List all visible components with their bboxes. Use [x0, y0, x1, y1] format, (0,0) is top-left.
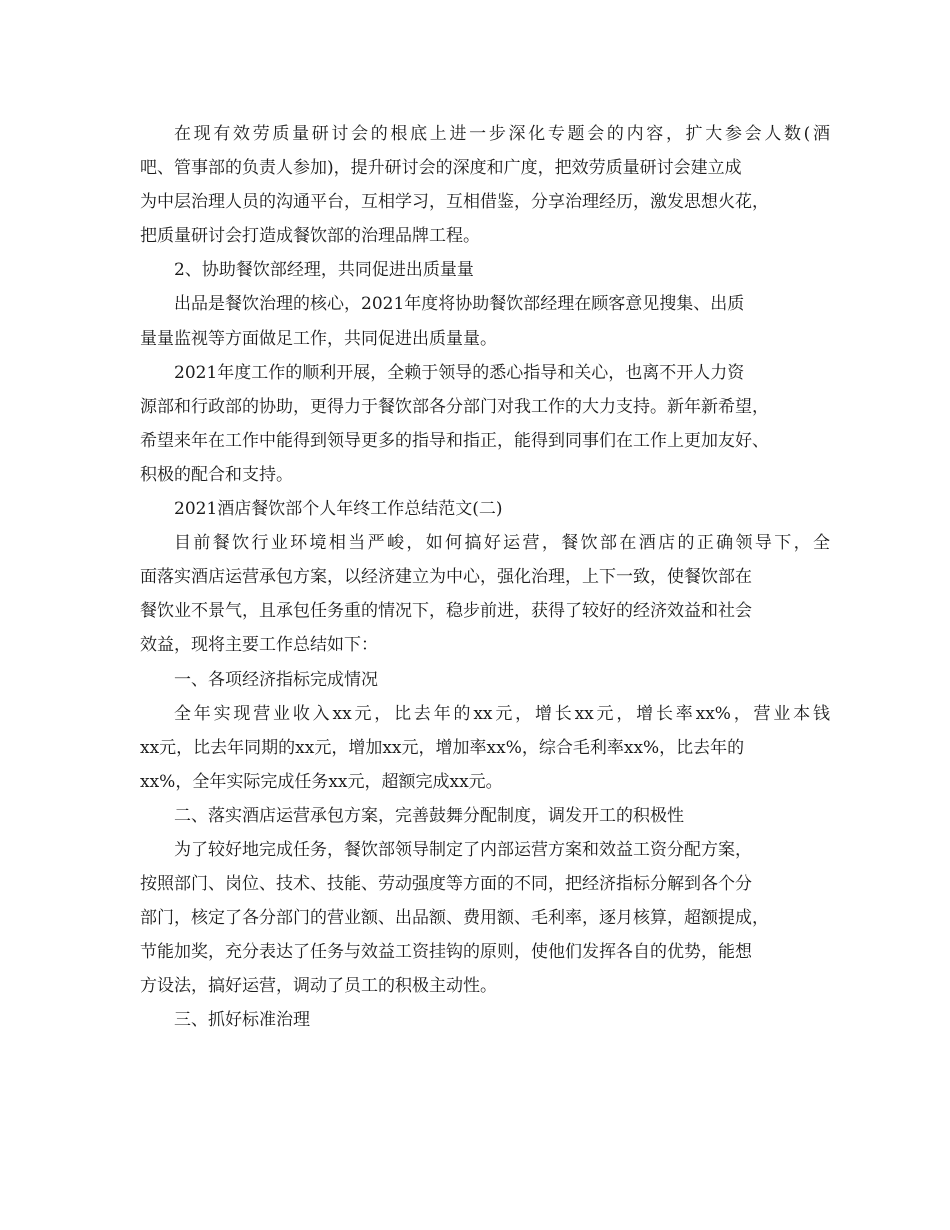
text-line: 2021酒店餐饮部个人年终工作总结范文(二) — [174, 499, 503, 520]
text-line: xx元，比去年同期的xx元，增加xx元，增加率xx%，综合毛利率xx%，比去年的 — [140, 737, 745, 758]
text-line: 目前餐饮行业环境相当严峻，如何搞好运营，餐饮部在酒店的正确领导下，全 — [174, 533, 830, 554]
text-line: 2、协助餐饮部经理，共同促进出质量量 — [174, 260, 474, 281]
text-line: 按照部门、岗位、技术、技能、劳动强度等方面的不同，把经济指标分解到各个分 — [140, 874, 752, 895]
text-line: 出品是餐饮治理的核心，2021年度将协助餐饮部经理在顾客意见搜集、出质 — [174, 294, 745, 315]
text-line: 面落实酒店运营承包方案，以经济建立为中心，强化治理，上下一致，使餐饮部在 — [140, 567, 752, 588]
text-line: 餐饮业不景气，且承包任务重的情况下，稳步前进，获得了较好的经济效益和社会 — [140, 601, 752, 622]
text-line: 部门，核定了各分部门的营业额、出品额、费用额、毛利率，逐月核算，超额提成， — [140, 908, 769, 929]
text-line: 积极的配合和支持。 — [140, 464, 293, 485]
text-line: 为了较好地完成任务，餐饮部领导制定了内部运营方案和效益工资分配方案， — [174, 839, 752, 860]
text-line: 源部和行政部的协助，更得力于餐饮部各分部门对我工作的大力支持。新年新希望， — [140, 396, 769, 417]
text-line: 2021年度工作的顺利开展，全赖于领导的悉心指导和关心，也离不开人力资 — [174, 362, 745, 383]
text-line: xx%，全年实际完成任务xx元，超额完成xx元。 — [140, 771, 503, 792]
text-line: 二、落实酒店运营承包方案，完善鼓舞分配制度，调发开工的积极性 — [174, 805, 684, 826]
text-line: 一、各项经济指标完成情况 — [174, 669, 378, 690]
text-line: 希望来年在工作中能得到领导更多的指导和指正，能得到同事们在工作上更加友好、 — [140, 430, 769, 451]
text-line: 三、抓好标准治理 — [174, 1010, 310, 1031]
text-line: 全年实现营业收入xx元，比去年的xx元，增长xx元，增长率xx%，营业本钱 — [174, 703, 830, 724]
text-line: 量量监视等方面做足工作，共同促进出质量量。 — [140, 328, 497, 349]
document-body — [140, 117, 830, 1038]
text-line: 方设法，搞好运营，调动了员工的积极主动性。 — [140, 976, 497, 997]
text-line: 节能加奖，充分表达了任务与效益工资挂钩的原则，使他们发挥各自的优势，能想 — [140, 942, 752, 963]
text-line: 为中层治理人员的沟通平台，互相学习，互相借鉴，分享治理经历，激发思想火花， — [140, 192, 769, 213]
text-line: 吧、管事部的负责人参加)，提升研讨会的深度和广度，把效劳质量研讨会建立成 — [140, 158, 742, 179]
text-line: 效益，现将主要工作总结如下： — [140, 635, 378, 656]
text-line: 在现有效劳质量研讨会的根底上进一步深化专题会的内容，扩大参会人数(酒 — [174, 124, 830, 144]
text-line: 把质量研讨会打造成餐饮部的治理品牌工程。 — [140, 226, 480, 247]
